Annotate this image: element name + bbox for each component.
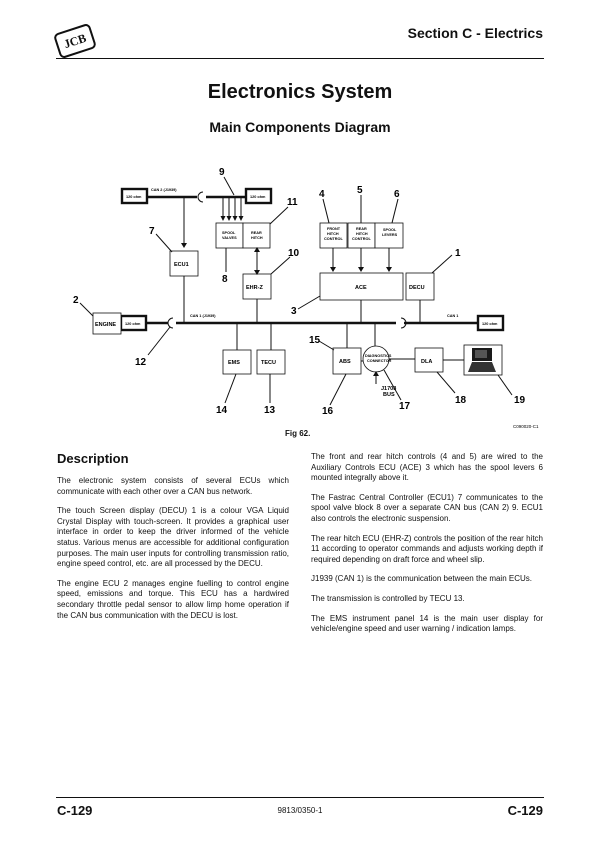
left-paragraph: The engine ECU 2 manages engine fuelling to control engine speed, emissions and torque. This ECU has a hardwired secondary throttle pedal sensor to allow limp home operation if the CAN bus communication with the DECU is lost. (57, 578, 289, 620)
callout-4: 4 (319, 189, 325, 200)
can1-terminator-right-label: 120 ohm (482, 322, 498, 326)
callout-19: 19 (514, 395, 526, 406)
ems-label: EMS (228, 360, 240, 366)
leader-15 (319, 341, 334, 350)
j1708-label-1: J1708 (381, 386, 397, 392)
laptop-icon (464, 345, 502, 375)
j1708-label-2: BUS (383, 392, 395, 398)
callout-18: 18 (455, 395, 467, 406)
leader-18 (437, 372, 455, 393)
callout-5: 5 (357, 185, 363, 196)
dla-label: DLA (421, 359, 433, 365)
description-left-column (57, 476, 289, 630)
callout-8: 8 (222, 274, 228, 285)
jcb-logo: JCB (53, 23, 97, 59)
callout-7: 7 (149, 226, 155, 237)
can1-connector-left (168, 318, 173, 328)
can2-connector (198, 192, 203, 202)
footer-rule (56, 797, 544, 798)
spool-levers-label-1: SPOOL (383, 228, 397, 232)
right-paragraph: The front and rear hitch controls (4 and 5) are wired to the Auxiliary Controls ECU (ACE) 3 which has the spool levers 6 mounted integrally above it. (311, 452, 543, 483)
ace-label: ACE (355, 285, 367, 291)
rear-hitch-label-2: HITCH (251, 236, 263, 240)
section-title: Section C - Electrics (407, 25, 543, 41)
can2-ecu1-arrow (181, 243, 187, 248)
callout-15: 15 (309, 335, 321, 346)
callout-11: 11 (287, 197, 298, 208)
rear-hitch-label-1: REAR (251, 231, 262, 235)
rear-hitch-control-label-3: CONTROL (352, 237, 371, 241)
tecu-label: TECU (261, 360, 276, 366)
page-subtitle: Main Components Diagram (209, 119, 391, 135)
abs-label: ABS (339, 359, 351, 365)
page-number-right: C-129 (507, 803, 543, 818)
can2-terminator-right-label: 120 ohm (250, 195, 266, 199)
callout-9: 9 (219, 167, 225, 178)
callout-1: 1 (455, 248, 461, 259)
leader-7 (156, 234, 172, 252)
callout-2: 2 (73, 295, 79, 306)
leader-1 (432, 255, 452, 273)
diagnostics-connector-label-1: DIAGNOSTICS (365, 354, 392, 358)
can1-terminator-left-label: 120 ohm (125, 322, 141, 326)
engine-label: ENGINE (95, 322, 117, 328)
page-title: Electronics System (207, 81, 393, 103)
page-number-left: C-129 (57, 803, 93, 818)
callout-14: 14 (216, 405, 228, 416)
right-paragraph: The rear hitch ECU (EHR-Z) controls the position of the rear hitch 11 according to operator commands and adjusts working depth if required depending on draft force and wheel slip. (311, 533, 543, 564)
front-hitch-control-label-1: FRONT (327, 227, 341, 231)
can1-label-left: CAN 1 (J1939) (190, 314, 216, 318)
left-paragraph: The electronic system consists of several ECUs which communicate with each other over a CAN bus network. (57, 476, 289, 496)
diagnostics-connector-label-2: CONNECTOR (367, 359, 392, 363)
leader-16 (330, 374, 346, 405)
right-paragraph: J1939 (CAN 1) is the communication between the main ECUs. (311, 574, 532, 584)
callout-13: 13 (264, 405, 276, 416)
leader-12 (148, 327, 170, 355)
leader-4 (323, 199, 329, 223)
image-code: C090020-C1 (513, 424, 539, 429)
ecu1-label: ECU1 (174, 262, 189, 268)
decu-label: DECU (409, 285, 425, 291)
leader-6 (392, 199, 398, 223)
callout-3: 3 (291, 306, 297, 317)
right-paragraph: The Fastrac Central Controller (ECU1) 7 communicates to the spool valve block 8 over a separate CAN bus (CAN 2) 9. ECU1 also controls the electronic suspension. (311, 492, 543, 523)
leader-11 (270, 207, 288, 224)
can1-label-right: CAN 1 (447, 314, 459, 318)
can2-terminator-left-label: 120 ohm (126, 195, 142, 199)
leader-10 (271, 257, 290, 274)
right-paragraph: The transmission is controlled by TECU 13. (311, 593, 465, 603)
leader-9 (224, 177, 234, 195)
spool-valves-label-1: SPOOL (222, 231, 236, 235)
document-number: 9813/0350-1 (277, 806, 323, 815)
right-paragraph: The EMS instrument panel 14 is the main user display for vehicle/engine speed and user warning / indication lamps. (311, 613, 543, 634)
description-heading: Description (57, 451, 129, 466)
spool-levers-label-2: LEVERS (382, 233, 398, 237)
left-paragraph: The touch Screen display (DECU) 1 is a colour VGA Liquid Crystal Display with touch-screen. It provides a graphical user interface in order to keep the driver informed of the vehicle status. Various menus are accessible for additional configuration purposes. The main user inputs for controlling transmission ratio, engine speed control, etc. are all processed by the DECU. (57, 506, 289, 569)
callout-12: 12 (135, 357, 147, 368)
rear-hitch-control-label-1: REAR (356, 227, 367, 231)
callout-16: 16 (322, 406, 334, 417)
ehrz-label: EHR-Z (246, 285, 263, 291)
leader-14 (225, 374, 236, 403)
front-hitch-control-label-2: HITCH (327, 232, 339, 236)
callout-6: 6 (394, 189, 400, 200)
spool-valves-label-2: VALVES (222, 236, 237, 240)
callout-17: 17 (399, 401, 411, 412)
leader-2 (80, 303, 93, 316)
description-right-column (311, 452, 543, 644)
components-diagram (0, 150, 600, 430)
can2-spool-arrows (221, 197, 244, 221)
leader-3 (298, 296, 320, 309)
leader-19 (498, 375, 512, 395)
rear-hitch-control-label-2: HITCH (356, 232, 368, 236)
figure-caption: Fig 62. (285, 429, 311, 438)
can2-label: CAN 2 (J1939) (151, 188, 177, 192)
callout-10: 10 (288, 248, 300, 259)
hitch-ace-arrows (330, 248, 392, 272)
front-hitch-control-label-3: CONTROL (324, 237, 343, 241)
header-rule (56, 58, 544, 59)
